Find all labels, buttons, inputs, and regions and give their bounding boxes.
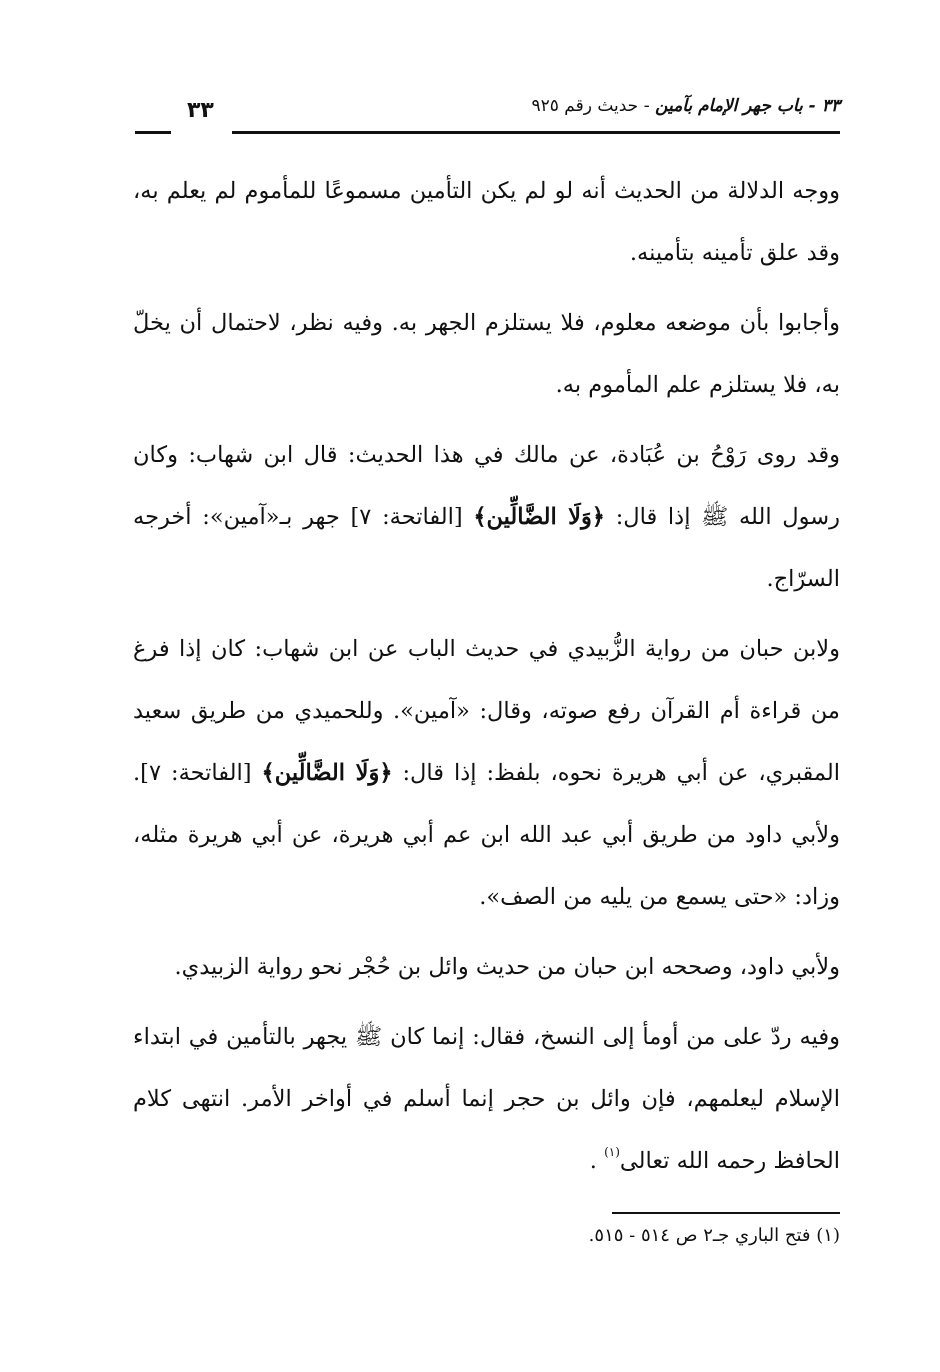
paragraph (133, 424, 840, 610)
paragraph (133, 1006, 840, 1192)
body-text (133, 160, 840, 1200)
paragraph-text: . (589, 1148, 605, 1174)
footnote-reference[interactable]: (١) (604, 1145, 620, 1159)
paragraph-text: [الفاتحة: ٧]. ولأبي داود من طريق أبي عبد الله ابن عم أبي هريرة، عن أبي هريرة مثله، وزاد: «حتى يسمع من يليه من الصف». (133, 760, 840, 910)
quran-verse: ﴿وَلَا الضَّالِّين﴾ (261, 760, 393, 786)
paragraph-text: وفيه ردّ على من أومأ إلى النسخ، فقال: إنما كان ﷺ يجهر بالتأمين في ابتداء الإسلام ليعلمهم، فإن وائل بن حجر إنما أسلم في أواخر الأمر. انتهى كلام الحافظ رحمه الله تعالى (133, 1024, 840, 1174)
paragraph: وأجابوا بأن موضعه معلوم، فلا يستلزم الجهر به. وفيه نظر، لاحتمال أن يخلّ به، فلا يستلزم علم المأموم به. (133, 310, 840, 398)
header-rule (232, 131, 840, 134)
page-number: ٣٣ (187, 98, 214, 123)
footnote-rule (612, 1212, 840, 1214)
quran-verse: ﴿وَلَا الضَّالِّين﴾ (473, 504, 605, 530)
paragraph (133, 618, 840, 928)
running-head (531, 96, 840, 116)
footnote: (١) فتح الباري جـ٢ ص ٥١٤ - ٥١٥. (588, 1225, 840, 1246)
paragraph-text: [الفاتحة: ٧] جهر بـ«آمين»: أخرجه السرّاج. (133, 504, 840, 592)
running-head-hadith: - حديث رقم ٩٢٥ (531, 96, 656, 116)
page-header (135, 96, 840, 136)
paragraph: ولأبي داود، وصححه ابن حبان من حديث وائل بن حُجْر نحو رواية الزبيدي. (174, 954, 840, 980)
paragraph-text: وقد روى رَوْحُ بن عُبَادة، عن مالك في هذا الحديث: قال ابن شهاب: وكان رسول الله ﷺ إذا قال: (133, 442, 840, 530)
paragraph-text: ولابن حبان من رواية الزُّبيدي في حديث الباب عن ابن شهاب: كان إذا فرغ من قراءة أم القرآن رفع صوته، وقال: «آمين». وللحميدي من طريق سعيد المقبري، عن أبي هريرة نحوه، بلفظ: إذا قال: (133, 636, 840, 786)
header-dash (135, 131, 171, 134)
paragraph: ووجه الدلالة من الحديث أنه لو لم يكن التأمين مسموعًا للمأموم لم يعلم به، وقد علق تأمينه بتأمينه. (133, 178, 840, 266)
running-head-chapter: ٣٣ - باب جهر الإمام بآمين (655, 96, 840, 116)
